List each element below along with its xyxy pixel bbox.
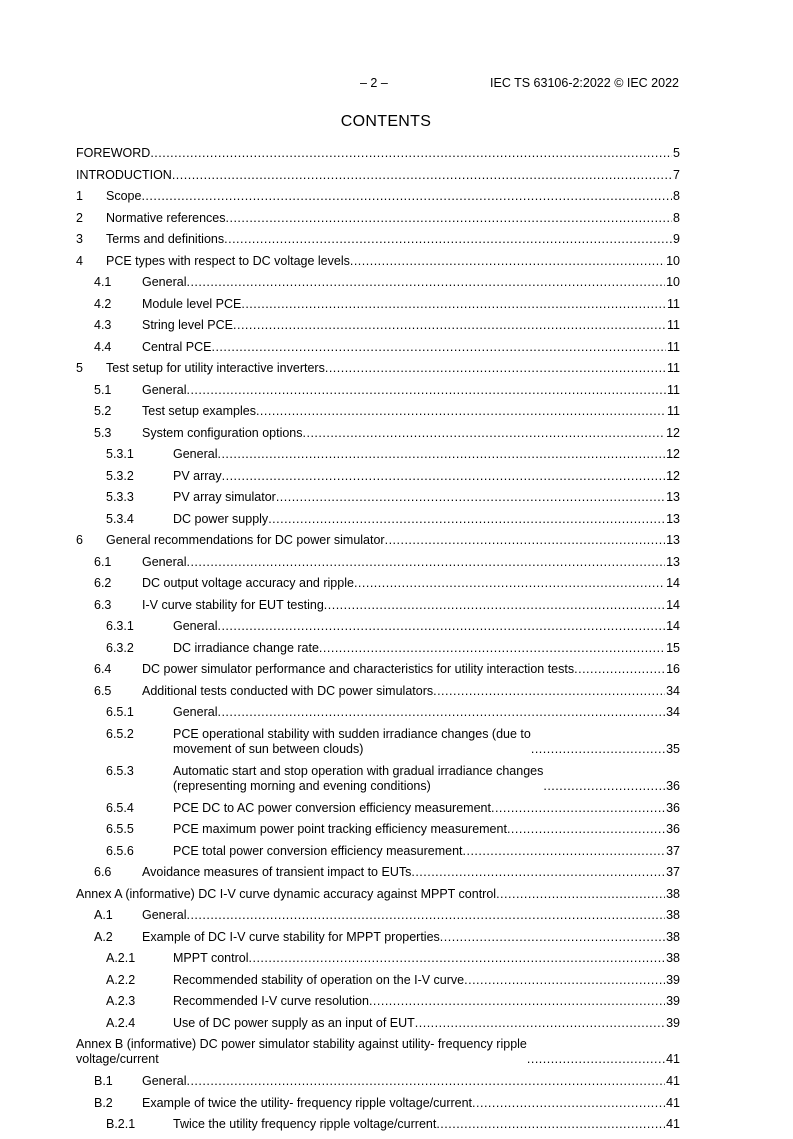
toc-entry-number: 6.1 — [94, 554, 112, 569]
toc-entry[interactable] — [76, 146, 680, 168]
toc-entry[interactable] — [76, 994, 680, 1016]
toc-entry-page: 14 — [666, 576, 680, 590]
toc-entry-number: B.2 — [94, 1095, 113, 1110]
dot-leader — [464, 973, 665, 988]
toc-entry-number: 6.2 — [94, 576, 112, 590]
toc-entry-page: 36 — [666, 822, 680, 836]
toc-entry[interactable] — [76, 822, 680, 844]
toc-entry[interactable] — [76, 662, 680, 684]
toc-entry-line — [142, 598, 680, 613]
toc-entry[interactable] — [76, 951, 680, 973]
toc-entry-number: 4.3 — [94, 318, 112, 332]
dot-leader — [186, 1074, 665, 1089]
toc-entry-page: 38 — [666, 951, 680, 965]
toc-entry-page: 41 — [666, 1095, 680, 1110]
dot-leader — [172, 168, 672, 183]
toc-entry[interactable] — [76, 887, 680, 909]
dot-leader — [527, 1052, 665, 1067]
dot-leader — [141, 189, 672, 204]
toc-entry-title: Central PCE — [142, 339, 212, 354]
document-reference: IEC TS 63106-2:2022 © IEC 2022 — [490, 76, 679, 90]
toc-entry-page: 13 — [666, 511, 680, 526]
toc-entry-line — [76, 887, 680, 902]
toc-entry-page: 8 — [673, 189, 680, 203]
dot-leader — [433, 684, 665, 699]
toc-entry[interactable] — [76, 555, 680, 577]
toc-entry[interactable] — [76, 705, 680, 727]
toc-entry-page: 41 — [666, 1074, 680, 1088]
toc-entry-number: 5.3.4 — [106, 511, 134, 526]
toc-entry-page: 39 — [666, 972, 680, 987]
toc-entry-title: System configuration options — [142, 425, 303, 440]
dot-leader — [440, 930, 665, 945]
toc-entry-page: 38 — [666, 908, 680, 922]
toc-entry-page: 7 — [673, 167, 680, 182]
toc-entry-title: Recommended stability of operation on the I-V curve — [173, 972, 465, 987]
dot-leader — [224, 232, 672, 247]
dot-leader — [574, 662, 665, 677]
dot-leader — [186, 908, 665, 923]
toc-entry-number: 5.3.2 — [106, 468, 134, 483]
toc-entry-page: 36 — [666, 778, 680, 793]
toc-entry-number: 5 — [76, 361, 83, 375]
toc-entry-number: 6.4 — [94, 662, 112, 676]
dot-leader — [217, 619, 665, 634]
toc-entry-line — [173, 447, 680, 462]
toc-entry[interactable] — [76, 576, 680, 598]
toc-entry-number: 4.1 — [94, 275, 112, 289]
toc-entry-line — [106, 254, 680, 269]
toc-entry-title: General — [142, 382, 187, 397]
toc-entry-number: 6.5.1 — [106, 705, 134, 719]
toc-entry[interactable] — [76, 297, 680, 319]
toc-entry-line — [173, 801, 680, 816]
toc-entry-line — [142, 318, 680, 333]
dot-leader — [369, 994, 665, 1009]
dot-leader — [472, 1096, 665, 1111]
dot-leader — [543, 779, 665, 794]
toc-entry-title: Annex A (informative) DC I-V curve dynamic accuracy against MPPT control — [76, 886, 497, 901]
toc-entry[interactable] — [76, 232, 680, 254]
toc-entry-page: 37 — [666, 843, 680, 858]
toc-entry[interactable] — [76, 973, 680, 995]
toc-entry-title: String level PCE — [142, 318, 234, 332]
toc-entry-page: 11 — [667, 339, 680, 354]
dot-leader — [276, 490, 665, 505]
page-number: – 2 – — [360, 76, 388, 90]
toc-entry-title: Test setup examples — [142, 404, 256, 418]
toc-entry-title: DC output voltage accuracy and ripple — [142, 576, 354, 590]
toc-entry-title: Automatic start and stop operation with gradual irradiance changes (representing morning and evening conditions) — [173, 763, 544, 793]
toc-entry[interactable] — [76, 865, 680, 887]
toc-entry[interactable] — [76, 211, 680, 233]
toc-entry-number: 6 — [76, 533, 83, 547]
toc-entry[interactable] — [76, 254, 680, 276]
toc-entry-title: Twice the utility frequency ripple voltage/current — [173, 1117, 437, 1131]
toc-entry-title: Module level PCE — [142, 296, 242, 311]
dot-leader — [303, 426, 666, 441]
toc-entry-number: 6.3.1 — [106, 619, 134, 633]
toc-entry-page: 14 — [666, 597, 680, 612]
toc-entry-page: 8 — [673, 210, 680, 225]
toc-entry-line — [173, 641, 680, 656]
toc-entry-title: General recommendations for DC power simulator — [106, 533, 385, 547]
toc-entry-title: General — [173, 705, 218, 719]
toc-entry-number: 6.5.5 — [106, 822, 134, 836]
toc-entry-number: A.2 — [94, 929, 113, 944]
toc-entry-line — [173, 705, 680, 720]
toc-entry-line — [173, 512, 680, 527]
toc-entry-title: Normative references — [106, 210, 226, 225]
toc-entry-number: B.1 — [94, 1074, 113, 1088]
dot-leader — [385, 533, 666, 548]
dot-leader — [507, 822, 665, 837]
toc-entry-page: 12 — [666, 468, 680, 483]
dot-leader — [415, 1016, 665, 1031]
toc-entry-page: 34 — [666, 705, 680, 719]
dot-leader — [222, 469, 665, 484]
toc-entry-line — [173, 1016, 680, 1031]
toc-entry-page: 5 — [673, 146, 680, 160]
toc-entry-number: 6.5.2 — [106, 726, 134, 741]
toc-entry-page: 39 — [666, 1015, 680, 1030]
toc-entry-number: 5.2 — [94, 404, 112, 418]
toc-entry-page: 11 — [667, 404, 680, 418]
toc-entry[interactable] — [76, 383, 680, 405]
toc-entry-line — [106, 232, 680, 247]
toc-entry[interactable] — [76, 684, 680, 706]
dot-leader — [217, 447, 665, 462]
toc-entry-page: 15 — [666, 640, 680, 655]
toc-entry[interactable] — [76, 275, 680, 297]
toc-entry-title: PCE types with respect to DC voltage levels — [106, 253, 350, 268]
toc-entry[interactable] — [76, 1096, 680, 1118]
toc-entry-page: 38 — [666, 886, 680, 901]
toc-entry-line — [173, 994, 680, 1009]
toc-entry-line — [142, 908, 680, 923]
toc-entry-line — [173, 469, 680, 484]
dot-leader — [354, 576, 665, 591]
toc-entry-page: 14 — [666, 619, 680, 633]
toc-entry-page: 10 — [666, 253, 680, 268]
toc-entry-page: 37 — [666, 865, 680, 879]
toc-entry-title: Annex B (informative) DC power simulator stability against utility- frequency ripple voltage/current — [76, 1037, 527, 1066]
toc-entry-title: Recommended I-V curve resolution — [173, 994, 369, 1008]
toc-entry[interactable] — [76, 490, 680, 512]
toc-entry[interactable] — [76, 801, 680, 823]
toc-entry-title: INTRODUCTION — [76, 167, 172, 182]
toc-entry-line — [173, 764, 680, 794]
dot-leader — [233, 318, 666, 333]
toc-entry-title: PCE DC to AC power conversion efficiency measurement — [173, 800, 491, 815]
toc-entry-title: Example of twice the utility- frequency ripple voltage/current — [142, 1095, 473, 1110]
toc-entry-line — [173, 973, 680, 988]
toc-entry-number: 1 — [76, 189, 83, 203]
toc-entry-line — [76, 1037, 680, 1067]
toc-entry-line — [142, 1074, 680, 1089]
dot-leader — [186, 555, 665, 570]
dot-leader — [491, 801, 665, 816]
toc-entry-title: PV array simulator — [173, 490, 276, 504]
toc-entry-line — [142, 1096, 680, 1111]
toc-entry-title: Terms and definitions — [106, 232, 225, 246]
toc-entry[interactable] — [76, 318, 680, 340]
toc-entry-title: General — [173, 447, 218, 461]
toc-entry-page: 13 — [666, 490, 680, 504]
dot-leader — [411, 865, 665, 880]
toc-entry-number: 5.3 — [94, 425, 112, 440]
toc-entry-line — [142, 576, 680, 591]
toc-entry-line — [76, 168, 680, 183]
toc-entry-page: 41 — [666, 1117, 680, 1131]
toc-entry-title: Example of DC I-V curve stability for MPPT properties — [142, 929, 440, 944]
toc-entry-page: 11 — [667, 318, 680, 332]
toc-entry[interactable] — [76, 1074, 680, 1096]
toc-entry[interactable] — [76, 930, 680, 952]
dot-leader — [241, 297, 666, 312]
toc-entry-page: 9 — [673, 232, 680, 246]
toc-entry-line — [173, 844, 680, 859]
toc-entry-number: 4.2 — [94, 296, 112, 311]
toc-entry-title: PCE operational stability with sudden irradiance changes (due to movement of sun between clouds) — [173, 726, 531, 756]
dot-leader — [186, 275, 665, 290]
dot-leader — [226, 211, 673, 226]
toc-entry-number: A.2.1 — [106, 951, 136, 965]
toc-entry-page: 11 — [667, 296, 680, 311]
toc-entry-number: 6.6 — [94, 865, 112, 879]
toc-entry-title: Scope — [106, 189, 142, 203]
toc-entry[interactable] — [76, 844, 680, 866]
toc-entry-line — [76, 146, 680, 161]
toc-entry-number: 6.5.4 — [106, 800, 134, 815]
toc-entry-line — [173, 951, 680, 966]
toc-entry-title: I-V curve stability for EUT testing — [142, 597, 324, 612]
dot-leader — [249, 951, 666, 966]
toc-entry-title: DC power simulator performance and characteristics for utility interaction tests — [142, 662, 575, 676]
toc-entry-line — [106, 533, 680, 548]
toc-entry-line — [142, 555, 680, 570]
toc-entry[interactable] — [76, 361, 680, 383]
dot-leader — [150, 146, 672, 161]
toc-entry-line — [142, 297, 680, 312]
dot-leader — [463, 844, 666, 859]
toc-entry-number: 6.3.2 — [106, 640, 134, 655]
toc-entry-title: FOREWORD — [76, 146, 151, 160]
toc-entry-line — [173, 727, 680, 757]
toc-entry-line — [173, 1117, 680, 1132]
toc-entry-title: General — [142, 275, 187, 289]
toc-entry-line — [173, 822, 680, 837]
dot-leader — [325, 361, 666, 376]
toc-entry-page: 39 — [666, 994, 680, 1008]
toc-entry-line — [142, 404, 680, 419]
toc-entry-line — [106, 189, 680, 204]
toc-entry-number: 5.3.1 — [106, 447, 134, 461]
toc-entry-title: Use of DC power supply as an input of EUT — [173, 1015, 415, 1030]
toc-entry-line — [142, 865, 680, 880]
toc-entry-title: General — [142, 554, 187, 569]
dot-leader — [531, 742, 665, 757]
toc-entry-line — [142, 383, 680, 398]
toc-entry-number: 4.4 — [94, 339, 112, 354]
toc-entry-page: 12 — [666, 425, 680, 440]
toc-entry-line — [106, 361, 680, 376]
toc-entry[interactable] — [76, 908, 680, 930]
dot-leader — [496, 887, 665, 902]
toc-entry-line — [142, 662, 680, 677]
toc-entry-line — [142, 340, 680, 355]
toc-entry[interactable] — [76, 404, 680, 426]
toc-entry-number: 5.3.3 — [106, 490, 134, 504]
dot-leader — [436, 1117, 665, 1132]
toc-entry-title: General — [173, 619, 218, 633]
toc-entry-line — [142, 930, 680, 945]
dot-leader — [268, 512, 665, 527]
toc-entry-title: PV array — [173, 468, 222, 483]
toc-entry[interactable] — [76, 1016, 680, 1038]
toc-entry-title: PCE maximum power point tracking efficiency measurement — [173, 822, 507, 836]
toc-entry-page: 16 — [666, 662, 680, 676]
toc-entry-line — [106, 211, 680, 226]
toc-entry-number: B.2.1 — [106, 1117, 136, 1131]
toc-entry[interactable] — [76, 619, 680, 641]
toc-entry-page: 35 — [666, 741, 680, 756]
toc-entry-page: 12 — [666, 447, 680, 461]
toc-entry-page: 10 — [666, 275, 680, 289]
toc-entry-title: Additional tests conducted with DC power simulators — [142, 683, 434, 698]
toc-entry[interactable] — [76, 1117, 680, 1139]
dot-leader — [319, 641, 665, 656]
toc-entry-number: 2 — [76, 210, 83, 225]
page-header — [360, 76, 679, 92]
toc-entry-page: 11 — [667, 382, 680, 397]
toc-entry-line — [142, 275, 680, 290]
toc-entry-number: A.2.3 — [106, 994, 136, 1008]
page-title: CONTENTS — [340, 113, 432, 130]
toc-entry-title: DC power supply — [173, 511, 269, 526]
toc-entry-title: MPPT control — [173, 951, 249, 965]
toc-entry-number: 6.5.3 — [106, 763, 134, 778]
toc-entry-line — [173, 490, 680, 505]
toc-entry-number: 6.5 — [94, 683, 112, 698]
toc-entry-title: PCE total power conversion efficiency measurement — [173, 843, 463, 858]
dot-leader — [324, 598, 665, 613]
toc-entry[interactable] — [76, 340, 680, 362]
toc-entry-number: A.2.2 — [106, 972, 136, 987]
toc-entry-number: 6.5.6 — [106, 843, 134, 858]
toc-entry-page: 38 — [666, 929, 680, 944]
dot-leader — [186, 383, 666, 398]
toc-entry-title: Test setup for utility interactive inverters — [106, 361, 325, 375]
toc-entry-page: 11 — [667, 361, 680, 375]
toc-entry[interactable] — [76, 512, 680, 534]
toc-entry-title: General — [142, 1074, 187, 1088]
toc-entry[interactable] — [76, 533, 680, 555]
toc-entry[interactable] — [76, 641, 680, 663]
toc-entry-number: 3 — [76, 232, 83, 246]
toc-entry-title: Avoidance measures of transient impact to EUTs — [142, 865, 412, 879]
toc-entry-number: A.1 — [94, 908, 113, 922]
toc-entry-page: 34 — [666, 683, 680, 698]
toc-entry[interactable] — [76, 598, 680, 620]
toc-entry-line — [142, 426, 680, 441]
toc-entry[interactable] — [76, 469, 680, 491]
toc-entry-page: 41 — [666, 1052, 680, 1066]
toc-entry-title: DC irradiance change rate — [173, 640, 319, 655]
toc-entry[interactable] — [76, 447, 680, 469]
toc-entry-number: 4 — [76, 253, 83, 268]
toc-entry[interactable] — [76, 426, 680, 448]
dot-leader — [211, 340, 666, 355]
table-of-contents — [76, 146, 680, 1139]
toc-entry-number: 6.3 — [94, 597, 112, 612]
toc-entry-line — [142, 684, 680, 699]
toc-entry-page: 13 — [666, 533, 680, 547]
toc-entry-title: General — [142, 908, 187, 922]
toc-entry-number: 5.1 — [94, 382, 112, 397]
dot-leader — [217, 705, 665, 720]
toc-entry-page: 36 — [666, 800, 680, 815]
toc-entry-page: 13 — [666, 554, 680, 569]
toc-entry-number: A.2.4 — [106, 1015, 136, 1030]
dot-leader — [256, 404, 666, 419]
toc-entry[interactable] — [76, 727, 680, 764]
dot-leader — [350, 254, 665, 269]
toc-entry-line — [173, 619, 680, 634]
toc-entry[interactable] — [76, 1037, 680, 1074]
toc-entry[interactable] — [76, 764, 680, 801]
toc-entry[interactable] — [76, 168, 680, 190]
toc-entry[interactable] — [76, 189, 680, 211]
